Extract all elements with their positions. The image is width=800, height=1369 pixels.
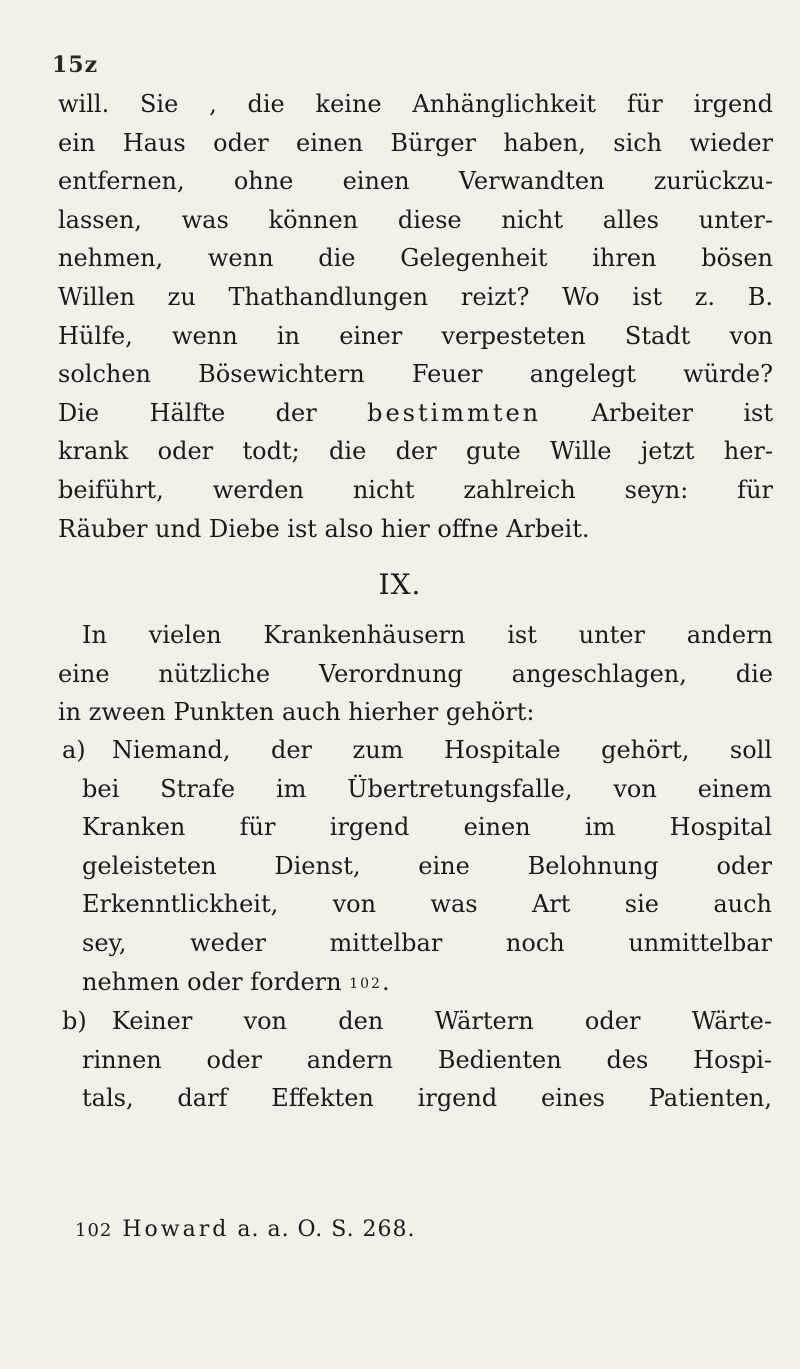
text-line: ein Haus oder einen Bürger haben, sich wieder <box>58 128 773 157</box>
text-segment: Arbeiter ist <box>541 398 773 427</box>
text-line: lassen, was können diese nicht alles unter- <box>58 205 773 234</box>
text-line: nehmen, wenn die Gelegenheit ihren bösen <box>58 244 773 273</box>
text-line: rinnen oder andern Bedienten des Hospi- <box>82 1045 772 1074</box>
text-line: will. Sie , die keine Anhänglichkeit für irgend <box>58 90 773 118</box>
text-segment: nehmen oder fordern <box>82 967 342 996</box>
footnote <box>75 1217 416 1242</box>
footnote-mark: 102 <box>75 1220 113 1241</box>
list-marker: a) <box>62 736 86 764</box>
text-segment: . <box>381 967 390 996</box>
text-line-with-emphasis <box>58 394 773 433</box>
footnote-author: Howard <box>122 1217 230 1242</box>
footnote-reference[interactable]: 102 <box>349 975 382 992</box>
text-line: Keiner von den Wärtern oder Wärte- <box>112 1007 772 1035</box>
emphasized-word: bestimmten <box>367 398 542 427</box>
text-line: Niemand, der zum Hospitale gehört, soll <box>112 736 772 764</box>
text-line: in zween Punkten auch hierher gehört: <box>58 698 535 727</box>
text-line: Hülfe, wenn in einer verpesteten Stadt von <box>58 321 773 350</box>
text-line: krank oder todt; die der gute Wille jetzt her- <box>58 437 773 466</box>
text-segment: Die Hälfte der <box>58 398 368 427</box>
section-intro <box>58 616 773 732</box>
list-marker: b) <box>62 1007 87 1035</box>
text-line: Willen zu Thathandlungen reizt? Wo ist z. B. <box>58 282 773 311</box>
text-line: In vielen Krankenhäusern ist unter andern <box>82 621 773 649</box>
list-item-b <box>62 1002 772 1118</box>
page-number: 15z <box>52 52 99 78</box>
text-line: solchen Bösewichtern Feuer angelegt würde? <box>58 360 773 389</box>
text-line: eine nützliche Verordnung angeschlagen, die <box>58 659 773 688</box>
text-line-with-footnote <box>82 963 772 1002</box>
text-line: geleisteten Dienst, eine Belohnung oder <box>82 851 772 880</box>
text-line: Erkenntlickheit, von was Art sie auch <box>82 890 772 919</box>
text-line: Räuber und Diebe ist also hier offne Arbeit. <box>58 514 590 543</box>
paragraph-continued <box>58 85 773 548</box>
text-line: tals, darf Effekten irgend eines Patienten, <box>82 1084 772 1113</box>
text-line: sey, weder mittelbar noch unmittelbar <box>82 928 772 957</box>
text-line: entfernen, ohne einen Verwandten zurückzu- <box>58 167 773 196</box>
text-line: bei Strafe im Übertretungsfalle, von einem <box>82 774 772 803</box>
footnote-citation: a. a. O. S. 268. <box>237 1217 416 1242</box>
text-line: Kranken für irgend einen im Hospital <box>82 813 772 842</box>
list-item-a <box>62 731 772 1001</box>
section-heading: IX. <box>378 568 422 601</box>
text-line: beiführt, werden nicht zahlreich seyn: für <box>58 475 773 504</box>
